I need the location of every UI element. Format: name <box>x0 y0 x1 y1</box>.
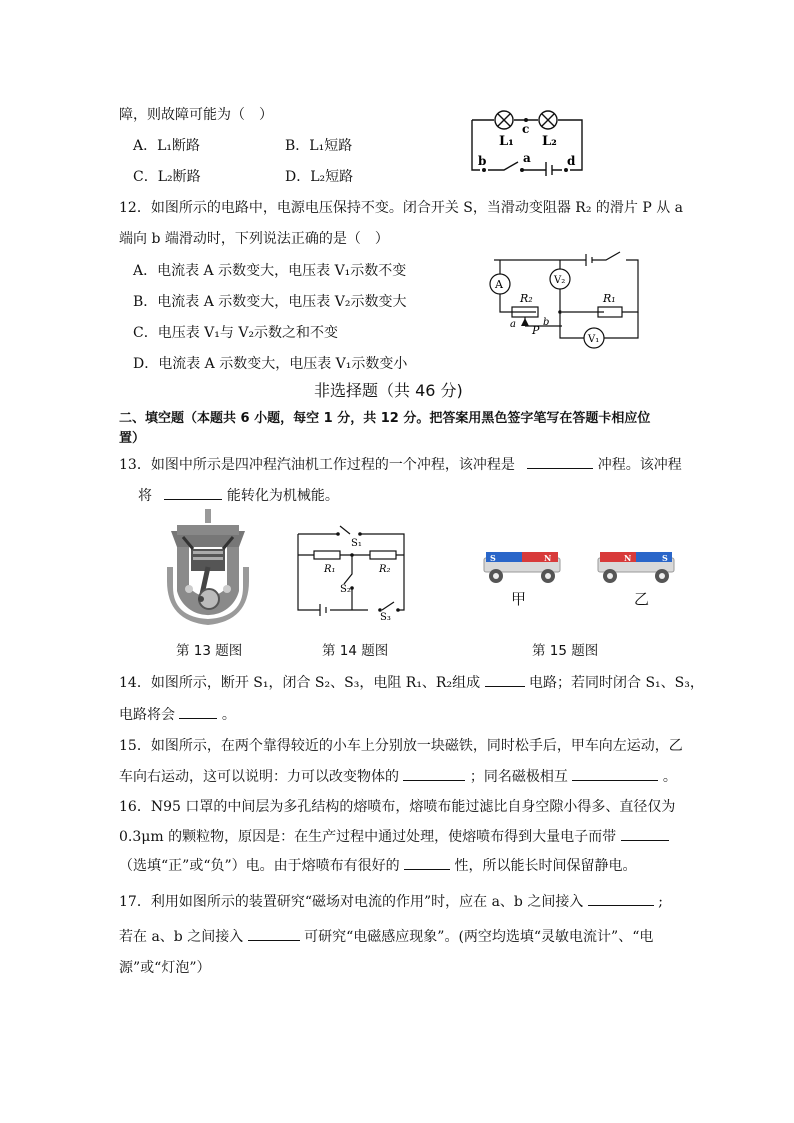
q17-line3: 源”或“灯泡”） <box>119 960 211 976</box>
q13-line2 <box>138 485 339 505</box>
q12-option-d[interactable]: D．电流表 A 示数变大，电压表 V₁示数变小 <box>133 356 408 372</box>
q13-blank-1[interactable] <box>527 454 593 469</box>
q11-option-d[interactable]: D．L₂短路 <box>285 169 354 185</box>
q12-option-b[interactable]: B．电流表 A 示数变大，电压表 V₂示数变大 <box>133 294 407 310</box>
q14-text-b: 电路；若同时闭合 S₁、S₃， <box>529 675 704 691</box>
q12-stem-line1: 12．如图所示的电路中，电源电压保持不变。闭合开关 S，当滑动变阻器 R₂ 的滑片 P 从 a <box>119 200 684 216</box>
fig15-magnet-carts-diagram <box>478 546 694 586</box>
q16-text-a: 0.3μm 的颗粒物，原因是：在生产过程中通过处理，使熔喷布得到大量电子而带 <box>119 829 617 845</box>
magnet-yi-n: N <box>624 553 632 563</box>
q15-text-c: 。 <box>662 769 677 785</box>
label-c: c <box>522 122 530 136</box>
q15-line2 <box>119 766 677 786</box>
label-a: a <box>523 151 531 165</box>
q17-text-d: 可研究“电磁感应现象”。(两空均选填“灵敏电流计”、“电 <box>304 929 654 945</box>
q12-option-a[interactable]: A．电流表 A 示数变大，电压表 V₁示数不变 <box>133 263 407 279</box>
fig13-caption: 第 13 题图 <box>176 643 243 659</box>
label-p: P <box>532 324 540 337</box>
q17-blank-1[interactable] <box>588 891 654 906</box>
q17-line1 <box>119 891 663 911</box>
q11-circuit-diagram <box>466 108 592 176</box>
q13-text-c: 将 <box>138 488 152 504</box>
q16-line1: 16．N95 口罩的中间层为多孔结构的熔喷布，熔喷布能过滤比自身空隙小得多、直径仅为 <box>119 799 676 815</box>
q13-text-a: 13．如图中所示是四冲程汽油机工作过程的一个冲程，该冲程是 <box>119 457 515 473</box>
q17-text-b: ; <box>658 894 663 910</box>
q11-stem-tail: 障，则故障可能为（ ） <box>119 107 273 123</box>
label-b: b <box>478 154 487 168</box>
q12-circuit-diagram <box>480 246 642 358</box>
q11-option-b[interactable]: B．L₁短路 <box>285 138 353 154</box>
fig14-circuit-diagram <box>290 522 410 620</box>
q11-option-a[interactable]: A．L₁断路 <box>133 138 201 154</box>
q14-text-a: 14．如图所示，断开 S₁，闭合 S₂、S₃，电阻 R₁、R₂组成 <box>119 675 481 691</box>
label-s1: S₁ <box>351 538 362 549</box>
magnet-jia-n: N <box>544 553 552 563</box>
label-v2: V₂ <box>554 275 566 286</box>
q15-text-a: 车向右运动，这可以说明：力可以改变物体的 <box>119 769 399 785</box>
q17-line2 <box>119 926 653 946</box>
q16-blank-1[interactable] <box>621 826 669 841</box>
q16-line3 <box>119 855 637 875</box>
q14-blank-2[interactable] <box>179 704 217 719</box>
q14-blank-1[interactable] <box>485 672 525 687</box>
q15-text-b: ；同名磁极相互 <box>469 769 568 785</box>
fig14-caption: 第 14 题图 <box>322 643 389 659</box>
cart-jia <box>484 552 560 583</box>
label-l2: L₂ <box>542 134 557 149</box>
q15-line1: 15．如图所示，在两个靠得较近的小车上分别放一块磁铁，同时松手后，甲车向左运动，乙 <box>119 738 683 754</box>
label-s2: S₂ <box>340 584 351 595</box>
q13-text-b: 冲程。该冲程 <box>597 457 682 473</box>
label-v1: V₁ <box>588 334 600 345</box>
q13-text-d: 能转化为机械能。 <box>226 488 339 504</box>
q13-blank-2[interactable] <box>164 485 222 500</box>
q12-option-c[interactable]: C．电压表 V₁与 V₂示数之和不变 <box>133 325 339 341</box>
fig15-label-yi: 乙 <box>634 590 650 608</box>
q16-text-c: 性，所以能长时间保留静电。 <box>454 858 637 874</box>
fig15-label-jia: 甲 <box>511 590 527 608</box>
label-r1: R₁ <box>324 564 336 575</box>
label-l1: L₁ <box>499 134 514 149</box>
cart-yi <box>598 552 674 583</box>
section-heading-line1: 二、填空题（本题共 6 小题，每空 1 分，共 12 分。把答案用黑色签字笔写在答题卡相应位 <box>119 411 651 426</box>
fig15-caption: 第 15 题图 <box>532 643 599 659</box>
q14-line1 <box>119 672 704 692</box>
q15-blank-2[interactable] <box>572 766 658 781</box>
fig13-engine-diagram <box>163 507 255 629</box>
q13-line1 <box>119 454 682 474</box>
section-heading-line2: 置） <box>119 431 146 446</box>
q12-stem-line2: 端向 b 端滑动时，下列说法正确的是（ ） <box>119 231 389 247</box>
label-s3: S₃ <box>380 612 391 620</box>
q15-blank-1[interactable] <box>403 766 465 781</box>
q16-blank-2[interactable] <box>404 855 450 870</box>
label-r2: R₂ <box>520 292 533 305</box>
q11-option-c[interactable]: C．L₂断路 <box>133 169 201 185</box>
magnet-jia-s: S <box>490 553 496 563</box>
label-d: d <box>567 154 576 168</box>
label-r2: R₂ <box>379 564 391 575</box>
q17-text-c: 若在 a、b 之间接入 <box>119 929 244 945</box>
q14-line2 <box>119 704 236 724</box>
label-a: a <box>510 319 516 330</box>
magnet-yi-s: S <box>662 553 668 563</box>
q16-line2 <box>119 826 669 846</box>
label-b: b <box>543 317 550 328</box>
q16-text-b: （选填“正”或“负”）电。由于熔喷布有很好的 <box>119 858 400 874</box>
label-ammeter: A <box>495 278 503 291</box>
q14-text-c: 电路将会 <box>119 707 175 723</box>
label-r1: R₁ <box>603 292 616 305</box>
q17-blank-2[interactable] <box>248 926 300 941</box>
q17-text-a: 17．利用如图所示的装置研究“磁场对电流的作用”时，应在 a、b 之间接入 <box>119 894 584 910</box>
section-title: 非选择题（共 46 分) <box>314 381 463 400</box>
q14-text-d: 。 <box>221 707 236 723</box>
